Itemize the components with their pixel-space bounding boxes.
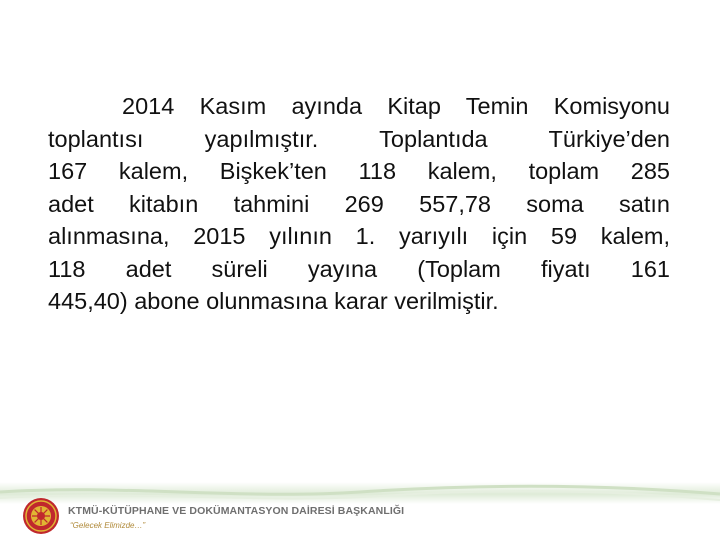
university-seal-icon xyxy=(22,497,60,535)
paragraph-line: toplantısı yapılmıştır. Toplantıda Türkiye’den xyxy=(48,125,670,152)
paragraph-line: 118 adet süreli yayına (Toplam fiyatı 161 xyxy=(48,255,670,282)
body-paragraph xyxy=(48,90,670,318)
footer-slogan: “Gelecek Elimizde…” xyxy=(70,521,146,530)
footer-title: KTMÜ-KÜTÜPHANE VE DOKÜMANTASYON DAİRESİ BAŞKANLIĞI xyxy=(68,505,405,517)
paragraph-line: 167 kalem, Bişkek’ten 118 kalem, toplam 285 xyxy=(48,158,670,184)
paragraph-line: 445,40) abone olunmasına karar verilmiştir. xyxy=(48,288,499,314)
paragraph-line: 2014 Kasım ayında Kitap Temin Komisyonu xyxy=(122,93,670,119)
paragraph-line: adet kitabın tahmini 269 557,78 soma satın xyxy=(48,190,670,217)
paragraph-line: alınmasına, 2015 yılının 1. yarıyılı için 59 kalem, xyxy=(48,223,670,249)
